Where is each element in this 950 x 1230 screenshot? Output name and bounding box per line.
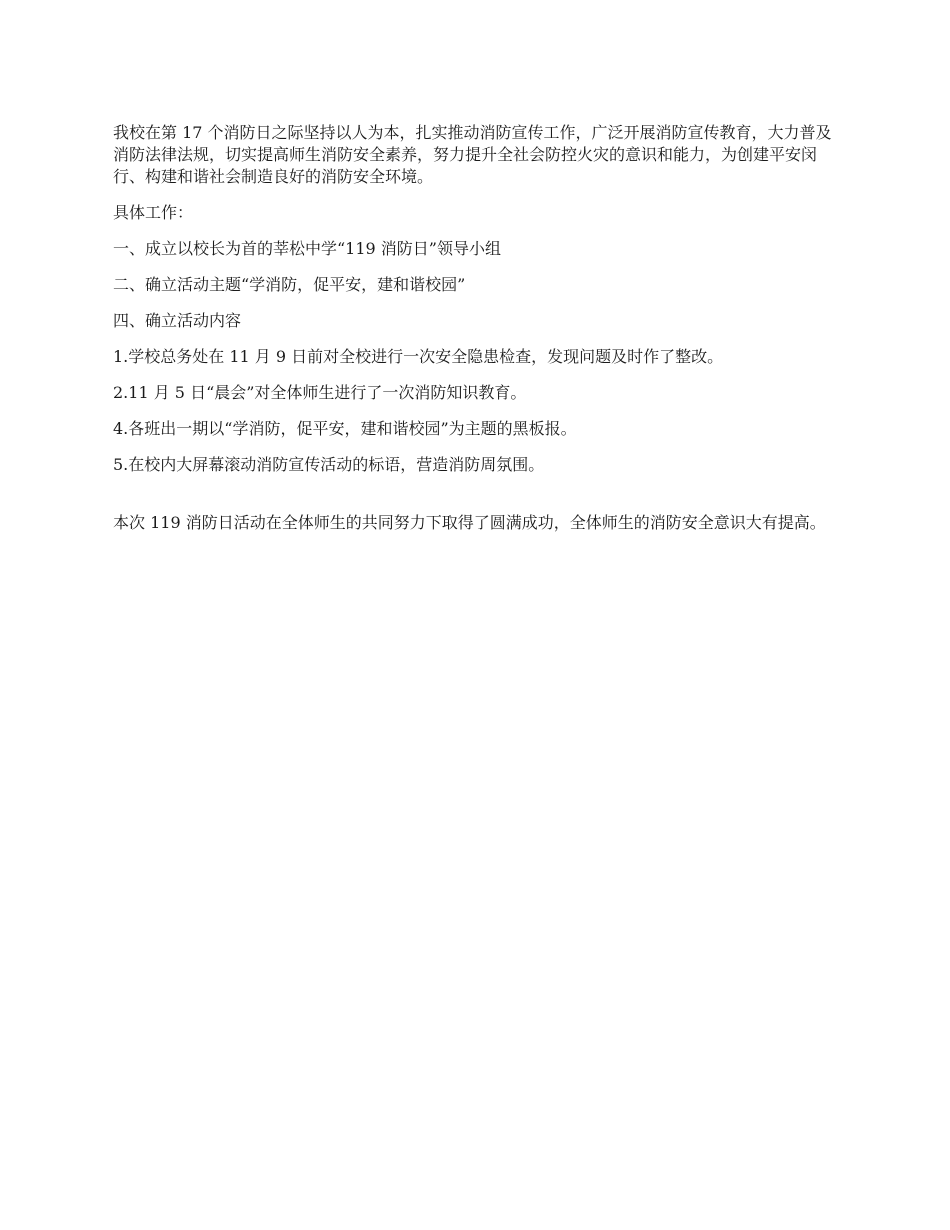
document-body [113, 122, 841, 548]
conclusion-paragraph: 本次 119 消防日活动在全体师生的共同努力下取得了圆满成功，全体师生的消防安全意识大有提高。 [113, 513, 826, 532]
item-two: 二、确立活动主题“学消防，促平安，建和谐校园” [113, 275, 466, 294]
item-one: 一、成立以校长为首的莘松中学“119 消防日”领导小组 [113, 239, 501, 258]
intro-paragraph: 我校在第 17 个消防日之际坚持以人为本，扎实推动消防宣传工作，广泛开展消防宣传教育，大力普及消防法律法规，切实提高师生消防安全素养，努力提升全社会防控火灾的意识和能力，为创建平安闵行、构建和谐社会制造良好的消防安全环境。 [113, 123, 832, 186]
content-item-2: 2.11 月 5 日“晨会”对全体师生进行了一次消防知识教育。 [113, 383, 527, 402]
work-heading: 具体工作： [113, 203, 194, 222]
item-four: 四、确立活动内容 [113, 311, 242, 330]
content-item-4: 4.各班出一期以“学消防，促平安，建和谐校园”为主题的黑板报。 [113, 419, 577, 438]
content-item-5: 5.在校内大屏幕滚动消防宣传活动的标语，营造消防周氛围。 [113, 455, 545, 474]
content-item-1: 1.学校总务处在 11 月 9 日前对全校进行一次安全隐患检查，发现问题及时作了整改。 [113, 347, 724, 366]
